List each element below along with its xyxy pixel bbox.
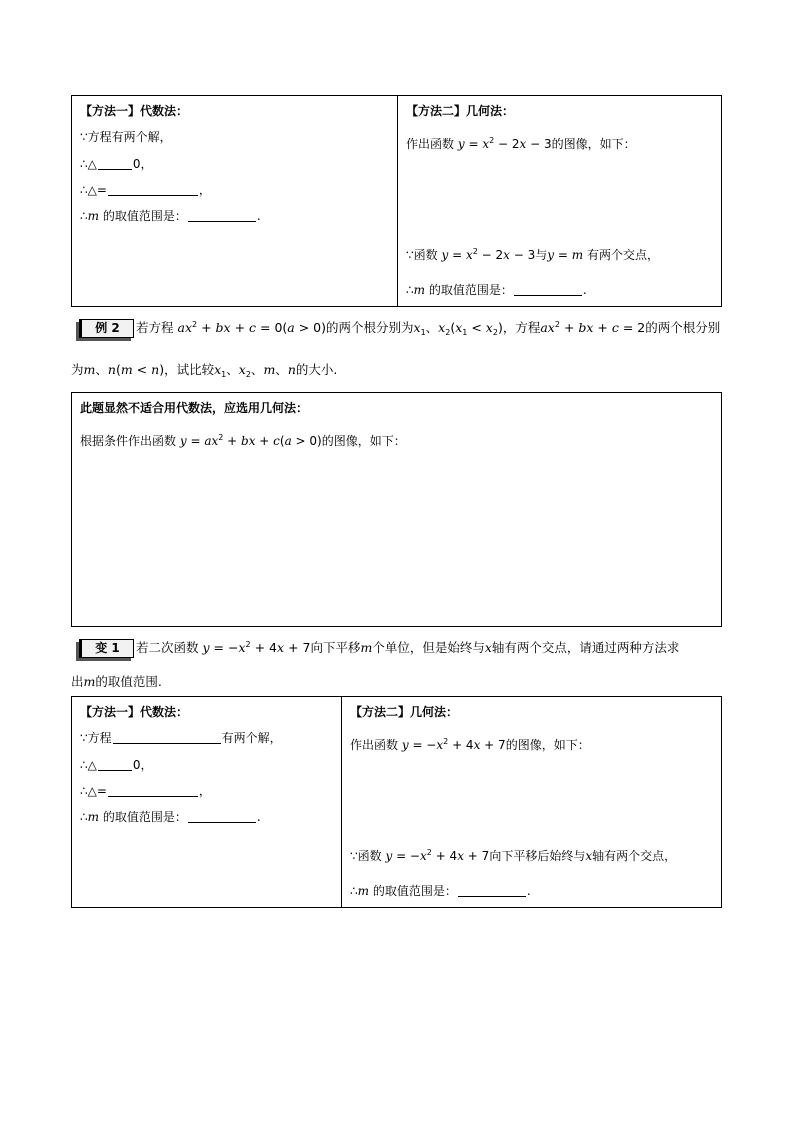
method2-line3: ∴m 的取值范围是： . <box>406 283 587 297</box>
method1-line3: ∴△= ， <box>80 784 211 798</box>
method1-line1: ∵方程 有两个解， <box>80 731 282 745</box>
method1-line4: ∴m 的取值范围是： . <box>80 810 261 824</box>
method2-title: 【方法二】几何法： <box>406 104 515 118</box>
method2-line2: ∵函数 $y = -x^2 + 4x + 7$向下平移后始终与x轴有两个交点， <box>350 848 677 863</box>
variant-1-text-line1: 若二次函数 $y = -x^2 + 4x + 7$向下平移m个单位，但是始终与x轴有两个交点，请通过两种方法求 <box>136 640 680 655</box>
table-divider <box>397 96 398 306</box>
variant-1-text-line2: 出m的取值范围. <box>71 674 162 689</box>
geometry-box-title: 此题显然不适合用代数法，应选用几何法： <box>80 401 309 415</box>
method1-line2: ∴△ 0， <box>80 758 153 772</box>
method2-line1: 作出函数 $y = x^2 - 2x - 3$的图像，如下： <box>406 136 636 151</box>
method1-title: 【方法一】代数法： <box>80 705 189 719</box>
method2-line2: ∵函数 $y = x^2 - 2x - 3$与y = m 有两个交点， <box>406 247 659 262</box>
example-2-tag: 例 2 <box>79 319 134 338</box>
method2-title: 【方法二】几何法： <box>350 705 459 719</box>
table-divider <box>341 697 342 907</box>
geometry-method-box <box>71 392 722 627</box>
method1-line1: ∵方程有两个解， <box>80 130 172 144</box>
method1-title: 【方法一】代数法： <box>80 104 189 118</box>
example-2-text-line1: 若方程 $ax^2$ + bx + c = 0(a > 0)的两个根分别为$x_1$、$x_2(x_1 < x_2)$，方程$ax^2$ + bx + c = 2的两个根分别 <box>136 320 721 337</box>
example-2-text-line2: 为m、n(m < n)，试比较$x_1$、$x_2$、m、n的大小. <box>71 362 338 379</box>
method-table-1 <box>71 95 722 307</box>
variant-1-tag: 变 1 <box>79 639 134 658</box>
method2-line3: ∴m 的取值范围是： . <box>350 884 531 898</box>
method-table-2 <box>71 696 722 908</box>
method2-line1: 作出函数 $y = -x^2 + 4x + 7$的图像，如下： <box>350 737 590 752</box>
method1-line4: ∴m 的取值范围是： . <box>80 209 261 223</box>
method1-line3: ∴△= ， <box>80 183 211 197</box>
geometry-box-line1: 根据条件作出函数 $y = ax^2$ + bx + c(a > 0)的图像，如下： <box>80 433 406 448</box>
method1-line2: ∴△ 0， <box>80 157 153 171</box>
